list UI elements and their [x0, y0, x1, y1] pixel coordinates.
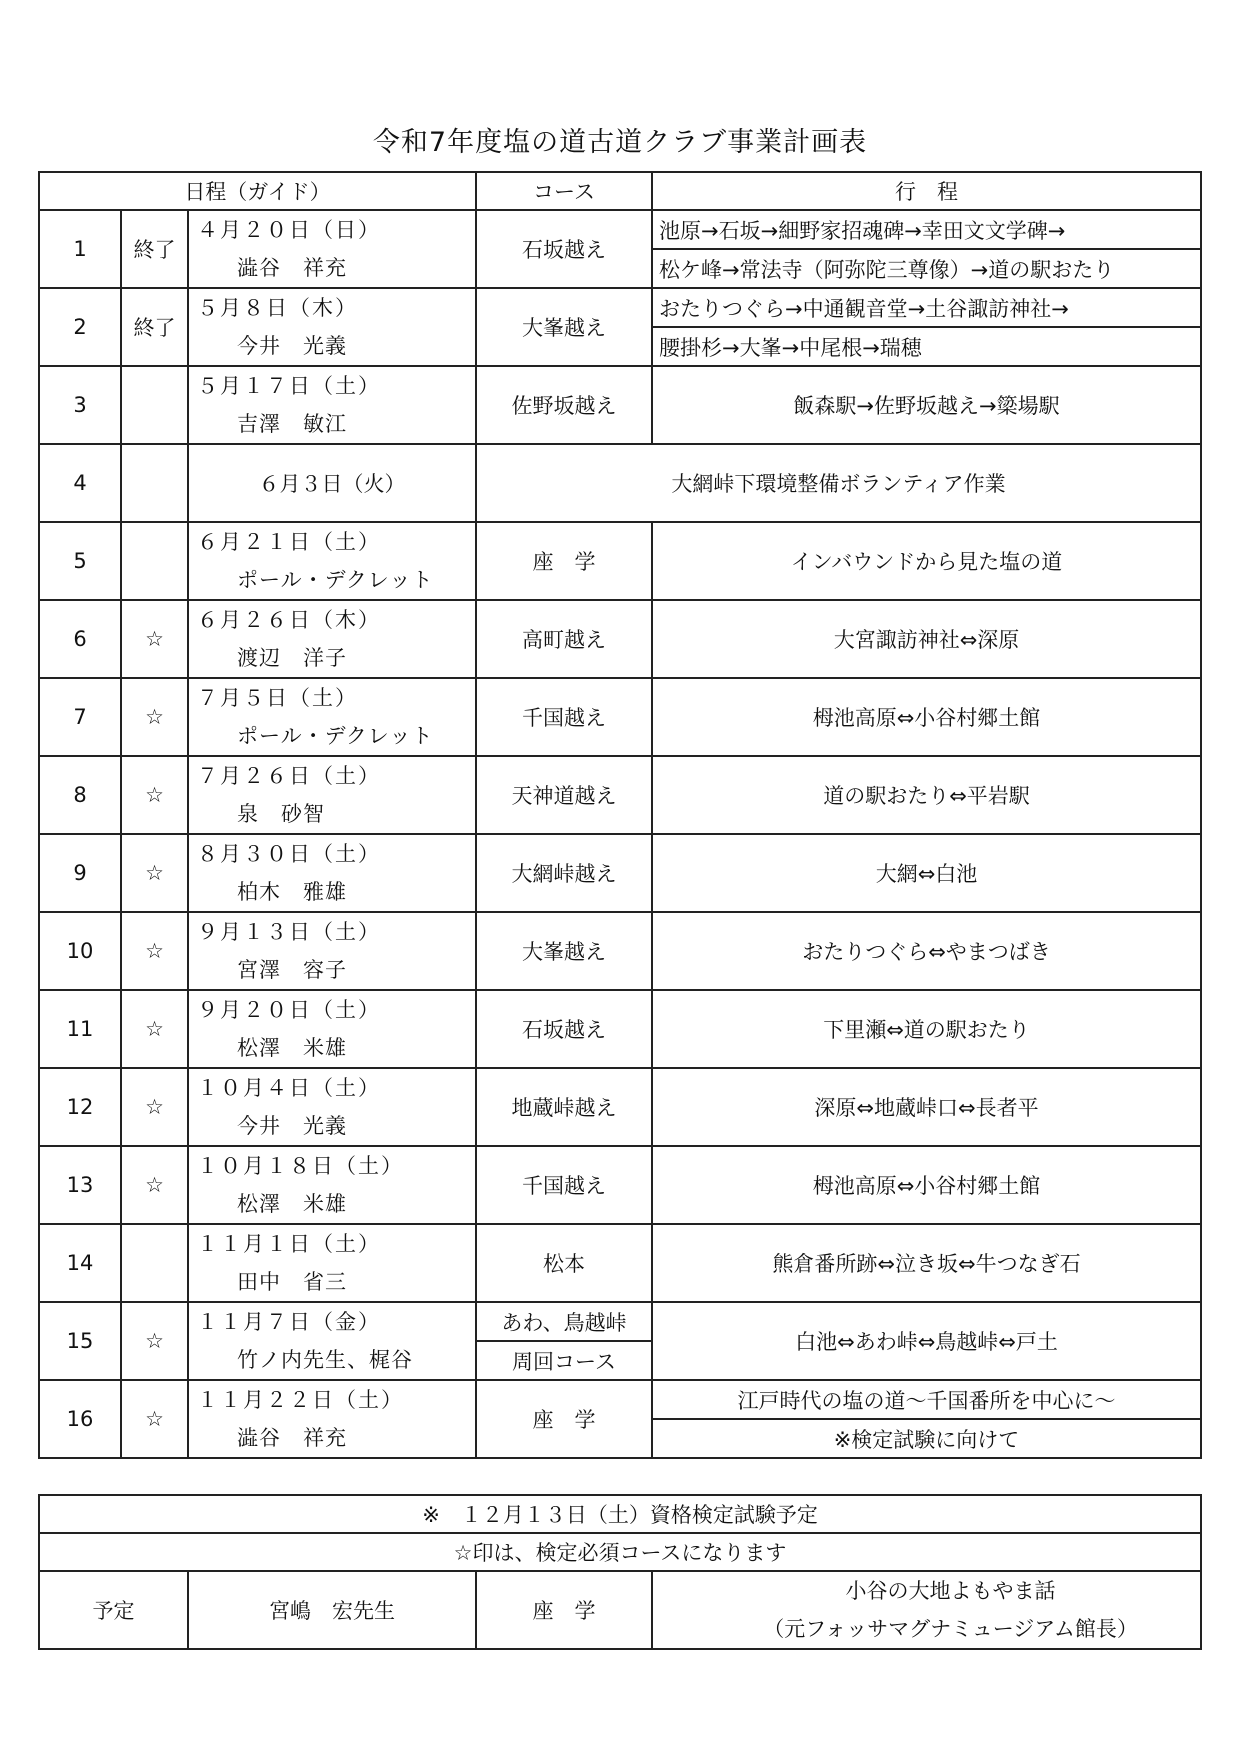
date-cell: ６月３日（火） — [188, 444, 476, 522]
page-title: 令和7年度塩の道古道クラブ事業計画表 — [372, 127, 868, 158]
table-row — [39, 912, 1201, 990]
table-row — [39, 1224, 1201, 1302]
status-mark: ☆ — [121, 756, 188, 834]
date-text: １０月１８日（土） — [197, 1154, 404, 1178]
guide-name: 宮澤 容子 — [237, 958, 347, 982]
course-cell: 千国越え — [476, 1146, 652, 1224]
itinerary-cell: 深原⇔地蔵峠口⇔長者平 — [652, 1068, 1201, 1146]
itinerary-line: おたりつぐら→中通観音堂→土谷諏訪神社→ — [652, 288, 1201, 327]
course-cell: あわ、鳥越峠 — [476, 1302, 652, 1341]
guide-name: ポール・デクレット — [237, 724, 434, 748]
date-guide-cell — [188, 1302, 476, 1380]
table-row — [39, 522, 1201, 600]
date-guide-cell — [188, 600, 476, 678]
plan-itinerary-line1: 小谷の大地よもやま話 — [845, 1579, 1056, 1603]
itinerary-cell: 道の駅おたり⇔平岩駅 — [652, 756, 1201, 834]
plan-course: 座 学 — [476, 1571, 652, 1649]
header-itinerary: 行 程 — [652, 172, 1201, 210]
status-mark: ☆ — [121, 600, 188, 678]
guide-name: 松澤 米雄 — [237, 1036, 347, 1060]
guide-name: 柏木 雅雄 — [237, 880, 347, 904]
itinerary-cell: 大網峠下環境整備ボランティア作業 — [476, 444, 1201, 522]
header-course: コース — [476, 172, 652, 210]
status-mark: ☆ — [121, 834, 188, 912]
itinerary-cell: インバウンドから見た塩の道 — [652, 522, 1201, 600]
date-text: ６月２１日（土） — [197, 530, 381, 554]
course-cell: 座 学 — [476, 522, 652, 600]
row-number: 5 — [39, 522, 121, 600]
course-cell-2: 周回コース — [476, 1341, 652, 1380]
itinerary-cell: 大宮諏訪神社⇔深原 — [652, 600, 1201, 678]
row-number: 11 — [39, 990, 121, 1068]
date-guide-cell — [188, 1380, 476, 1458]
table-row — [39, 1068, 1201, 1146]
itinerary-line: 江戸時代の塩の道〜千国番所を中心に〜 — [652, 1380, 1201, 1419]
footer-table — [38, 1494, 1202, 1650]
row-number: 9 — [39, 834, 121, 912]
date-text: １１月２２日（土） — [197, 1388, 404, 1412]
course-cell: 座 学 — [476, 1380, 652, 1458]
guide-name: 今井 光義 — [237, 1114, 347, 1138]
table-row — [39, 678, 1201, 756]
course-cell: 高町越え — [476, 600, 652, 678]
plan-itinerary-line2: （元フォッサマグナミュージアム館長） — [763, 1617, 1138, 1641]
itinerary-cell: 大網⇔白池 — [652, 834, 1201, 912]
status-mark — [121, 366, 188, 444]
table-row — [39, 990, 1201, 1068]
exam-note: ※ １２月１３日（土）資格検定試験予定 — [39, 1495, 1201, 1533]
status-mark: ☆ — [121, 1068, 188, 1146]
row-number: 3 — [39, 366, 121, 444]
status-mark: 終了 — [121, 210, 188, 288]
itinerary-cell: 栂池高原⇔小谷村郷土館 — [652, 678, 1201, 756]
status-mark: ☆ — [121, 678, 188, 756]
table-row — [39, 210, 1201, 249]
guide-name: 竹ノ内先生、梶谷 — [237, 1348, 413, 1372]
table-row — [39, 444, 1201, 522]
status-mark: ☆ — [121, 990, 188, 1068]
table-row — [39, 600, 1201, 678]
status-mark: ☆ — [121, 1302, 188, 1380]
itinerary-cell: 下里瀬⇔道の駅おたり — [652, 990, 1201, 1068]
date-text: ７月５日（土） — [197, 686, 358, 710]
itinerary-line: 松ケ峰→常法寺（阿弥陀三尊像）→道の駅おたり — [652, 249, 1201, 288]
date-guide-cell — [188, 522, 476, 600]
date-text: ７月２６日（土） — [197, 764, 381, 788]
status-mark — [121, 444, 188, 522]
required-course-note: ☆印は、検定必須コースになります — [39, 1533, 1201, 1571]
course-cell: 松本 — [476, 1224, 652, 1302]
date-text: ９月１３日（土） — [197, 920, 381, 944]
course-cell: 石坂越え — [476, 990, 652, 1068]
date-guide-cell — [188, 1224, 476, 1302]
guide-name: 松澤 米雄 — [237, 1192, 347, 1216]
itinerary-line: ※検定試験に向けて — [652, 1419, 1201, 1458]
guide-name: 今井 光義 — [237, 334, 347, 358]
course-cell: 千国越え — [476, 678, 652, 756]
row-number: 2 — [39, 288, 121, 366]
table-row — [39, 1146, 1201, 1224]
date-guide-cell — [188, 1068, 476, 1146]
plan-label: 予定 — [39, 1571, 188, 1649]
course-cell: 大峯越え — [476, 288, 652, 366]
itinerary-cell: 栂池高原⇔小谷村郷土館 — [652, 1146, 1201, 1224]
guide-name: 田中 省三 — [237, 1270, 347, 1294]
date-text: ５月８日（木） — [197, 296, 358, 320]
status-mark: 終了 — [121, 288, 188, 366]
date-guide-cell — [188, 366, 476, 444]
course-cell: 大網峠越え — [476, 834, 652, 912]
table-row — [39, 1302, 1201, 1341]
guide-name: 渡辺 洋子 — [237, 646, 347, 670]
row-number: 12 — [39, 1068, 121, 1146]
guide-name: 澁谷 祥充 — [237, 1426, 347, 1450]
itinerary-cell: おたりつぐら⇔やまつばき — [652, 912, 1201, 990]
date-guide-cell — [188, 756, 476, 834]
itinerary-cell: 飯森駅→佐野坂越え→簗場駅 — [652, 366, 1201, 444]
status-mark: ☆ — [121, 912, 188, 990]
row-number: 1 — [39, 210, 121, 288]
guide-name: 吉澤 敏江 — [237, 412, 347, 436]
guide-name: 泉 砂智 — [237, 802, 325, 826]
table-row — [39, 756, 1201, 834]
date-text: １０月４日（土） — [197, 1076, 381, 1100]
row-number: 6 — [39, 600, 121, 678]
date-guide-cell — [188, 678, 476, 756]
guide-name: 澁谷 祥充 — [237, 256, 347, 280]
course-cell: 大峯越え — [476, 912, 652, 990]
guide-name: ポール・デクレット — [237, 568, 434, 592]
date-guide-cell — [188, 1146, 476, 1224]
row-number: 8 — [39, 756, 121, 834]
course-cell: 佐野坂越え — [476, 366, 652, 444]
status-mark: ☆ — [121, 1146, 188, 1224]
date-guide-cell — [188, 288, 476, 366]
row-number: 14 — [39, 1224, 121, 1302]
table-row — [39, 288, 1201, 327]
date-guide-cell — [188, 210, 476, 288]
itinerary-line: 池原→石坂→細野家招魂碑→幸田文文学碑→ — [652, 210, 1201, 249]
date-text: ８月３０日（土） — [197, 842, 381, 866]
row-number: 15 — [39, 1302, 121, 1380]
table-row — [39, 366, 1201, 444]
date-guide-cell — [188, 834, 476, 912]
schedule-table — [38, 171, 1202, 1459]
plan-guide: 宮嶋 宏先生 — [188, 1571, 476, 1649]
plan-itinerary — [652, 1571, 1201, 1649]
date-text: １１月１日（土） — [197, 1232, 381, 1256]
itinerary-cell: 熊倉番所跡⇔泣き坂⇔牛つなぎ石 — [652, 1224, 1201, 1302]
status-mark — [121, 522, 188, 600]
row-number: 16 — [39, 1380, 121, 1458]
header-schedule: 日程（ガイド） — [39, 172, 476, 210]
table-header — [39, 172, 1201, 210]
date-guide-cell — [188, 912, 476, 990]
itinerary-cell: 白池⇔あわ峠⇔鳥越峠⇔戸土 — [652, 1302, 1201, 1380]
course-cell: 地蔵峠越え — [476, 1068, 652, 1146]
date-text: ６月２６日（木） — [197, 608, 381, 632]
date-guide-cell — [188, 990, 476, 1068]
row-number: 13 — [39, 1146, 121, 1224]
date-text: ５月１７日（土） — [197, 374, 381, 398]
row-number: 10 — [39, 912, 121, 990]
status-mark: ☆ — [121, 1380, 188, 1458]
date-text: ９月２０日（土） — [197, 998, 381, 1022]
date-text: １１月７日（金） — [197, 1310, 381, 1334]
table-row — [39, 834, 1201, 912]
course-cell: 天神道越え — [476, 756, 652, 834]
course-cell: 石坂越え — [476, 210, 652, 288]
itinerary-line: 腰掛杉→大峯→中尾根→瑞穂 — [652, 327, 1201, 366]
table-row — [39, 1380, 1201, 1419]
date-text: ４月２０日（日） — [197, 218, 381, 242]
row-number: 4 — [39, 444, 121, 522]
status-mark — [121, 1224, 188, 1302]
row-number: 7 — [39, 678, 121, 756]
